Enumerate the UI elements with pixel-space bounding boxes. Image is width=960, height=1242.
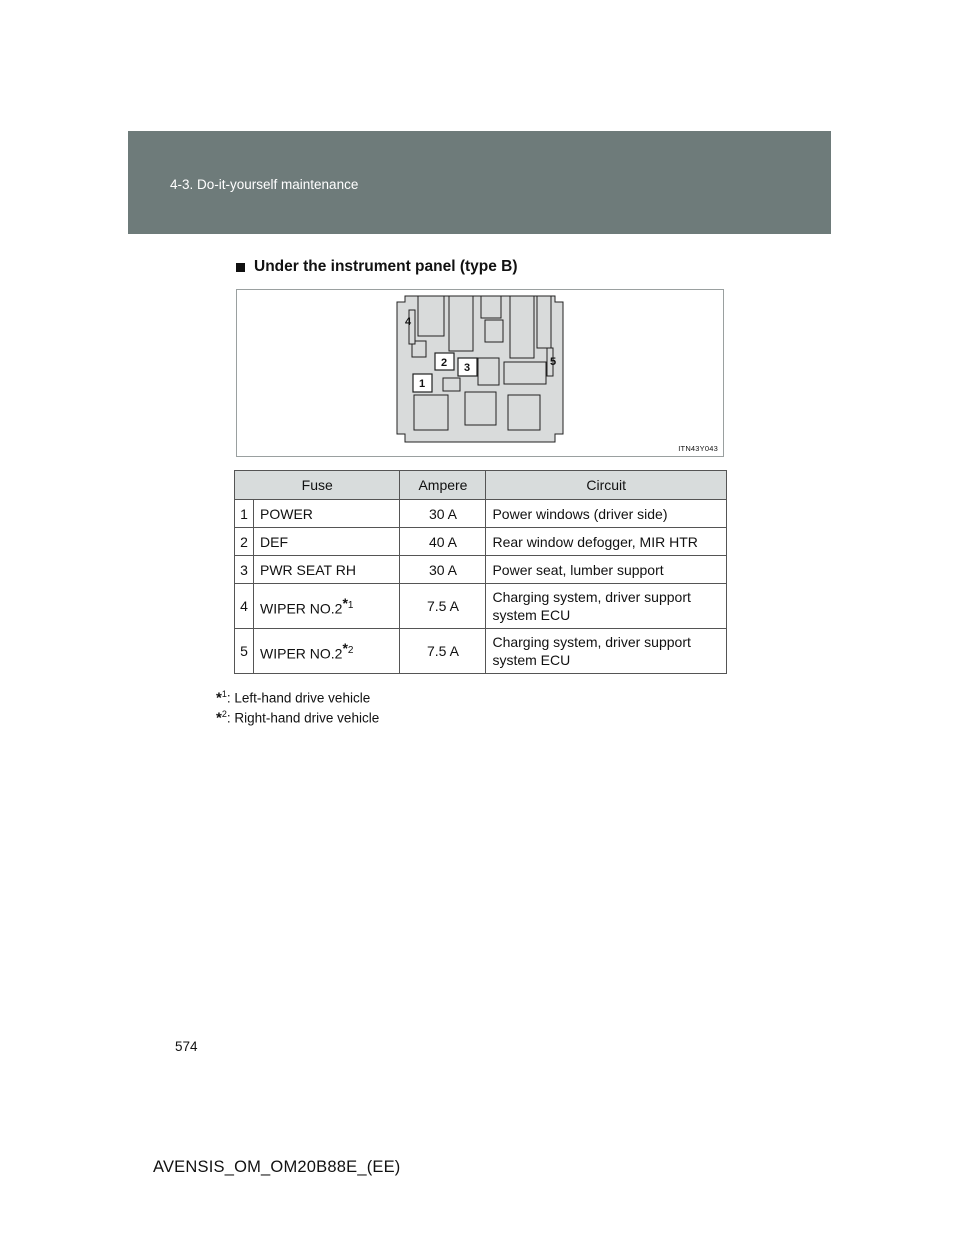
fuse-circuit-line: system ECU: [492, 652, 571, 668]
footnote-ref-number: 1: [347, 600, 354, 612]
fuse-table: [234, 470, 727, 674]
document-id: AVENSIS_OM_OM20B88E_(EE): [153, 1158, 401, 1176]
callout-3-label: 3: [463, 362, 471, 374]
fuse-box-diagram: [237, 290, 723, 456]
fuse-ampere: 30 A: [400, 556, 486, 584]
table-row: [235, 500, 727, 528]
fuse-name-cell: [254, 629, 400, 674]
section-title: [236, 258, 518, 276]
footnote-star: *: [216, 689, 222, 707]
fuse-name: WIPER NO.2: [260, 645, 343, 662]
footnote-ref: *2: [342, 640, 354, 657]
fuse-number: 3: [235, 556, 254, 584]
footnote: *$^1$: Left-hand drive vehicle: [216, 689, 371, 707]
fuse-name: WIPER NO.2: [260, 600, 343, 617]
table-row: [235, 584, 727, 629]
square-bullet-icon: [236, 263, 245, 272]
fuse-name: DEF: [254, 528, 400, 556]
table-header-row: [235, 471, 727, 500]
callout-2-label: 2: [440, 357, 448, 369]
callout-5-label: 5: [549, 356, 557, 368]
fuse-ampere: 7.5 A: [400, 629, 486, 674]
section-header-bar: [128, 131, 831, 234]
footnote-text: Left-hand drive vehicle: [234, 690, 371, 706]
footnote-star: *: [216, 709, 222, 727]
header-fuse: Fuse: [235, 471, 400, 500]
callout-4-label: 4: [404, 316, 412, 328]
page-number: 574: [175, 1039, 198, 1054]
fuse-number: 1: [235, 500, 254, 528]
fuse-number: 2: [235, 528, 254, 556]
callout-1-label: 1: [418, 378, 426, 390]
table-row: [235, 629, 727, 674]
fuse-name: PWR SEAT RH: [254, 556, 400, 584]
fuse-circuit: Power windows (driver side): [486, 500, 727, 528]
fuse-circuit-cell: [486, 629, 727, 674]
fuse-circuit-cell: [486, 584, 727, 629]
footnote-number: 1: [221, 689, 227, 699]
fuse-circuit-line: system ECU: [492, 607, 571, 623]
header-ampere: Ampere: [400, 471, 486, 500]
figure-code: ITN43Y043: [678, 444, 718, 453]
fuse-number: 4: [235, 584, 254, 629]
fuse-circuit: Power seat, lumber support: [486, 556, 727, 584]
fuse-name-cell: [254, 584, 400, 629]
fuse-number: 5: [235, 629, 254, 674]
fuse-ampere: 7.5 A: [400, 584, 486, 629]
footnote-number: 2: [221, 709, 227, 719]
fuse-circuit-line: Charging system, driver support: [492, 633, 691, 650]
table-row: [235, 556, 727, 584]
section-header-text: 4-3. Do-it-yourself maintenance: [170, 177, 359, 192]
footnote-ref-number: 2: [347, 645, 354, 657]
table-row: [235, 528, 727, 556]
fuse-circuit-line: Charging system, driver support: [492, 588, 691, 605]
footnote-ref: *1: [342, 595, 354, 612]
section-title-text: Under the instrument panel (type B): [254, 258, 518, 275]
fuse-circuit: Rear window defogger, MIR HTR: [486, 528, 727, 556]
fuse-ampere: 40 A: [400, 528, 486, 556]
fuse-ampere: 30 A: [400, 500, 486, 528]
fuse-name: POWER: [254, 500, 400, 528]
footnote: *$^2$: Right-hand drive vehicle: [216, 709, 380, 727]
header-circuit: Circuit: [486, 471, 727, 500]
fuse-box-figure: [236, 289, 724, 457]
footnote-text: Right-hand drive vehicle: [234, 710, 380, 726]
